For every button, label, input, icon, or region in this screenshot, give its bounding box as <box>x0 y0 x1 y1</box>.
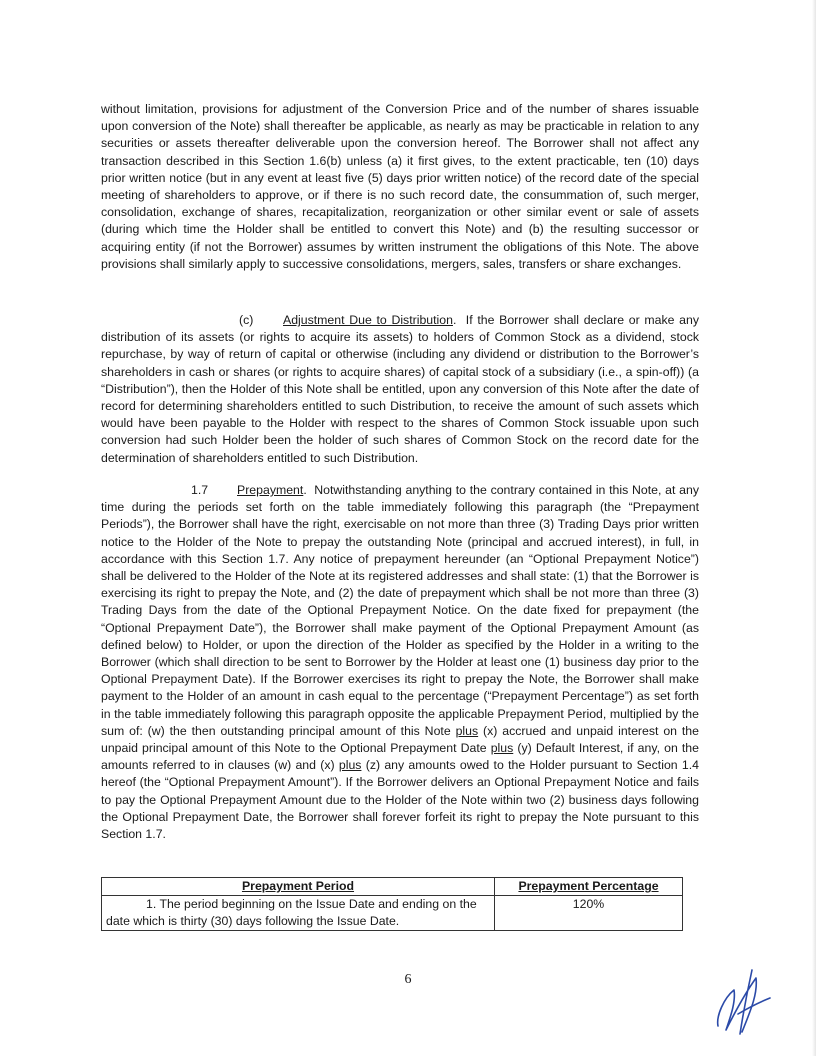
section-1-7-text-4: (z) any amounts owed to the Holder pursuant to Section 1.4 hereof (the “Optional Prepayment Amount”). If the Borrower delivers an Optional Prepayment Notice and fails to pay the Optional Prepayment Amount due to the Holder of the Note within two (2) business days following the Optional Prepayment Date, the Borrower shall forever forfeit its right to prepay the Note pursuant to this Section 1.7. <box>101 758 699 842</box>
page-number: 6 <box>404 972 412 987</box>
prepayment-period-cell: 1. The period beginning on the Issue Date and ending on the date which is thirty (30) days following the Issue Date. <box>102 896 495 931</box>
section-c-text: If the Borrower shall declare or make any distribution of its assets (or rights to acquire its assets) to holders of Common Stock as a dividend, stock repurchase, by way of return of capital or otherwise (including any dividend or distribution to the Borrower’s shareholders in cash or shares (or rights to acquire shares) of capital stock of a subsidiary (i.e., a spin-off)) (a “Distribution”), then the Holder of this Note shall be entitled, upon any conversion of this Note after the date of record for determining shareholders entitled to such Distribution, to receive the amount of such assets which would have been payable to the Holder with respect to the shares of Common Stock issuable upon such conversion had such Holder been the holder of such shares of Common Stock on the record date for the determination of shareholders entitled to such Distribution. <box>101 313 699 465</box>
table-header-row <box>102 878 683 896</box>
table-row <box>102 896 683 931</box>
plus-word-2: plus <box>490 741 514 756</box>
paragraph-1: without limitation, provisions for adjustment of the Conversion Price and of the number of shares issuable upon conversion of the Note) shall thereafter be applicable, as nearly as may be practicable in relation to any securities or assets thereafter deliverable upon the conversion hereof. The Borrower shall not affect any transaction described in this Section 1.6(b) unless (a) it first gives, to the extent practicable, ten (10) days prior written notice (but in any event at least five (5) days prior written notice) of the record date of the special meeting of shareholders to approve, or if there is no such record date, the consummation of, such merger, consolidation, exchange of shares, recapitalization, reorganization or other similar event or sale of assets (during which time the Holder shall be entitled to convert this Note) and (b) the resulting successor or acquiring entity (if not the Borrower) assumes by written instrument the obligations of this Note. The above provisions shall similarly apply to successive consolidations, mergers, sales, transfers or share exchanges. <box>101 102 699 271</box>
section-c-heading: Adjustment Due to Distribution <box>283 313 453 327</box>
scan-edge-shadow <box>812 0 816 1056</box>
section-1-7-text-1: Notwithstanding anything to the contrary contained in this Note, at any time during the periods set forth on the table immediately following this paragraph (the “Prepayment Periods”), the Borrower shall have the right, exercisable on not more than three (3) Trading Days prior written notice to the Holder of the Note to prepay the outstanding Note (principal and accrued interest), in full, in accordance with this Section 1.7. Any notice of prepayment hereunder (an “Optional Prepayment Notice”) shall be delivered to the Holder of the Note at its registered addresses and shall state: (1) that the Borrower is exercising its right to prepay the Note, and (2) the date of prepayment which shall be not more than three (3) Trading Days from the date of the Optional Prepayment Notice. On the date fixed for prepayment (the “Optional Prepayment Date”), the Borrower shall make payment of the Optional Prepayment Amount (as defined below) to Holder, or upon the direction of the Holder as specified by the Holder in a writing to the Borrower (which shall direction to be sent to Borrower by the Holder at least one (1) business day prior to the Optional Prepayment Date). If the Borrower exercises its right to prepay the Note, the Borrower shall make payment to the Holder of an amount in cash equal to the percentage (“Prepayment Percentage”) as set forth in the table immediately following this paragraph opposite the applicable Prepayment Period, multiplied by the sum of: (w) the then outstanding principal amount of this Note <box>101 483 699 738</box>
section-1-7-paragraph: 1.7 Prepayment. Notwithstanding anything to the contrary contained in this Note, at any time during the periods set forth on the table immediately following this paragraph (the “Prepayment Periods”), the Borrower shall have the right, exercisable on not more than three (3) Trading Days prior written notice to the Holder of the Note to prepay the outstanding Note (principal and accrued interest), in full, in accordance with this Section 1.7. Any notice of prepayment hereunder (an “Optional Prepayment Notice”) shall be delivered to the Holder of the Note at its registered addresses and shall state: (1) that the Borrower is exercising its right to prepay the Note, and (2) the date of prepayment which shall be not more than three (3) Trading Days from the date of the Optional Prepayment Notice. On the date fixed for prepayment (the “Optional Prepayment Date”), the Borrower shall make payment of the Optional Prepayment Amount (as defined below) to Holder, or upon the direction of the Holder as specified by the Holder in a writing to the Borrower (which shall direction to be sent to Borrower by the Holder at least one (1) business day prior to the Optional Prepayment Date). If the Borrower exercises its right to prepay the Note, the Borrower shall make payment to the Holder of an amount in cash equal to the percentage (“Prepayment Percentage”) as set forth in the table immediately following this paragraph opposite the applicable Prepayment Period, multiplied by the sum of: (w) the then outstanding principal amount of this Note plus (x) accrued and unpaid interest on the unpaid principal amount of this Note to the Optional Prepayment Date plus (y) Default Interest, if any, on the amounts referred to in clauses (w) and (x) plus (z) any amounts owed to the Holder pursuant to Section 1.4 hereof (the “Optional Prepayment Amount”). If the Borrower delivers an Optional Prepayment Notice and fails to pay the Optional Prepayment Amount due to the Holder of the Note within two (2) business days following the Optional Prepayment Date, the Borrower shall forever forfeit its right to prepay the Note pursuant to this Section 1.7. <box>101 483 699 842</box>
section-1-7-text-3: (y) Default Interest, if any, on the amounts referred to in clauses (w) and (x) <box>101 741 699 773</box>
section-1-7-text-2: (x) accrued and unpaid interest on the unpaid principal amount of this Note to the Optional Prepayment Date <box>101 723 699 756</box>
section-c-paragraph: (c) Adjustment Due to Distribution. If the Borrower shall declare or make any distribution of its assets (or rights to acquire its assets) to holders of Common Stock as a dividend, stock repurchase, by way of return of capital or otherwise (including any dividend or distribution to the Borrower’s shareholders in cash or shares (or rights to acquire shares) of capital stock of a subsidiary (i.e., a spin-off)) (a “Distribution”), then the Holder of this Note shall be entitled, upon any conversion of this Note after the date of record for determining shareholders entitled to such Distribution, to receive the amount of such assets which would have been payable to the Holder with respect to the shares of Common Stock issuable upon such conversion had such Holder been the holder of such shares of Common Stock on the record date for the determination of shareholders entitled to such Distribution. <box>101 313 699 465</box>
section-1-7-number: 1.7 <box>191 483 209 497</box>
section-1-7-heading: Prepayment <box>237 483 304 497</box>
prepayment-percentage-cell: 120% <box>495 896 683 931</box>
section-c-number: (c) <box>239 313 254 327</box>
handwritten-initials-icon <box>712 968 776 1040</box>
plus-word-1: plus <box>455 723 479 738</box>
header-prepayment-period: Prepayment Period <box>102 878 495 896</box>
plus-word-3: plus <box>338 758 362 773</box>
header-prepayment-percentage: Prepayment Percentage <box>495 878 683 896</box>
prepayment-table <box>101 877 683 931</box>
